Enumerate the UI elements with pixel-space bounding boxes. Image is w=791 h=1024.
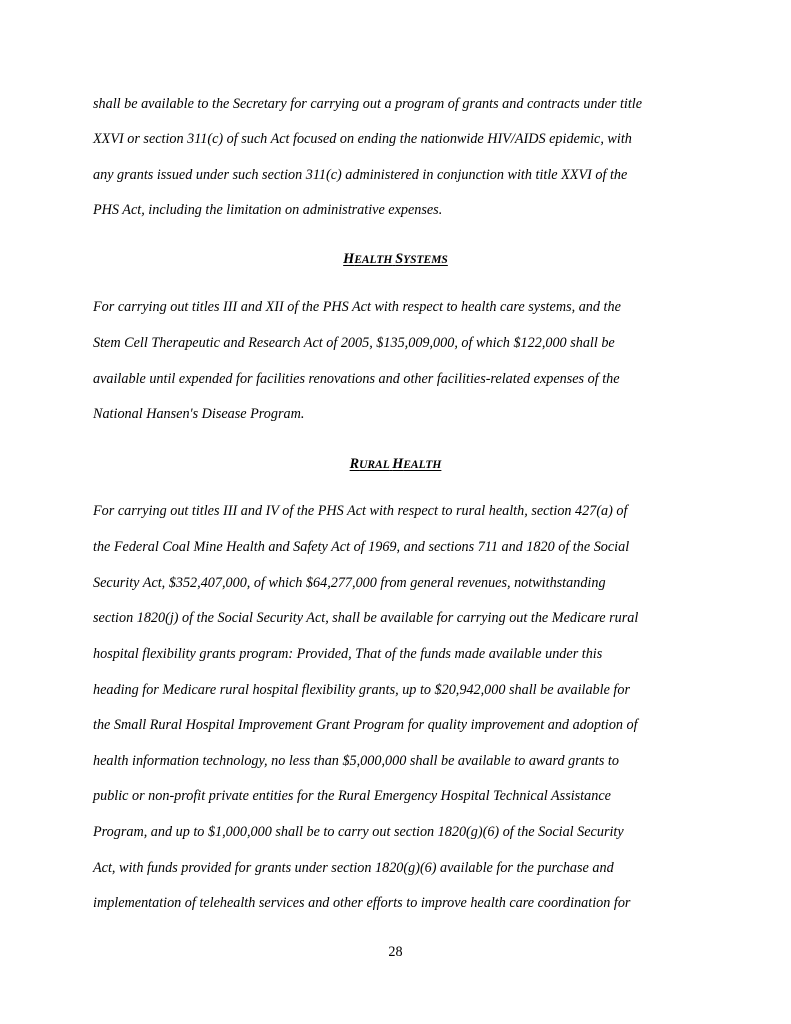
paragraph-line: shall be available to the Secretary for carrying out a program of grants and contracts under title [93,96,643,112]
paragraph-line: the Small Rural Hospital Improvement Grant Program for quality improvement and adoption of [93,717,638,733]
paragraph-line: For carrying out titles III and XII of the PHS Act with respect to health care systems, and the [93,299,621,315]
paragraph-line: Act, with funds provided for grants under section 1820(g)(6) available for the purchase and [93,860,614,876]
heading-initial: R [349,456,360,472]
paragraph-line: XXVI or section 311(c) of such Act focused on ending the nationwide HIV/AIDS epidemic, with [93,131,632,147]
paragraph-line: Security Act, $352,407,000, of which $64,277,000 from general revenues, notwithstanding [93,575,606,591]
paragraph-line: Program, and up to $1,000,000 shall be to carry out section 1820(g)(6) of the Social Security [93,824,624,840]
section-heading-health-systems [0,250,791,269]
heading-initial: H [392,456,404,472]
page-number: 28 [388,944,403,960]
heading-initial: S [395,251,404,267]
heading-smallcaps: URAL [359,459,390,471]
paragraph-line: National Hansen's Disease Program. [93,406,305,422]
heading-smallcaps: EALTH [403,459,442,471]
paragraph-line: section 1820(j) of the Social Security Act, shall be available for carrying out the Medicare rural [93,610,639,626]
paragraph-line: the Federal Coal Mine Health and Safety Act of 1969, and sections 711 and 1820 of the Social [93,539,630,555]
paragraph-line: heading for Medicare rural hospital flexibility grants, up to $20,942,000 shall be available for [93,682,630,698]
paragraph-line: Stem Cell Therapeutic and Research Act of 2005, $135,009,000, of which $122,000 shall be [93,335,615,351]
heading-initial: H [343,251,355,267]
paragraph-line: For carrying out titles III and IV of the PHS Act with respect to rural health, section 427(a) of [93,503,628,519]
heading-smallcaps: YSTEMS [403,254,448,266]
paragraph-line: PHS Act, including the limitation on administrative expenses. [93,202,443,218]
paragraph-line: implementation of telehealth services and other efforts to improve health care coordination for [93,895,631,911]
paragraph-line: any grants issued under such section 311(c) administered in conjunction with title XXVI of the [93,167,628,183]
paragraph-line: available until expended for facilities renovations and other facilities-related expenses of the [93,371,620,387]
paragraph-line: public or non-profit private entities for the Rural Emergency Hospital Technical Assistance [93,788,611,804]
paragraph-line: hospital flexibility grants program: Provided, That of the funds made available under this [93,646,603,662]
section-heading-rural-health [0,455,791,474]
paragraph-line: health information technology, no less than $5,000,000 shall be available to award grants to [93,753,619,769]
heading-smallcaps: EALTH [354,254,393,266]
